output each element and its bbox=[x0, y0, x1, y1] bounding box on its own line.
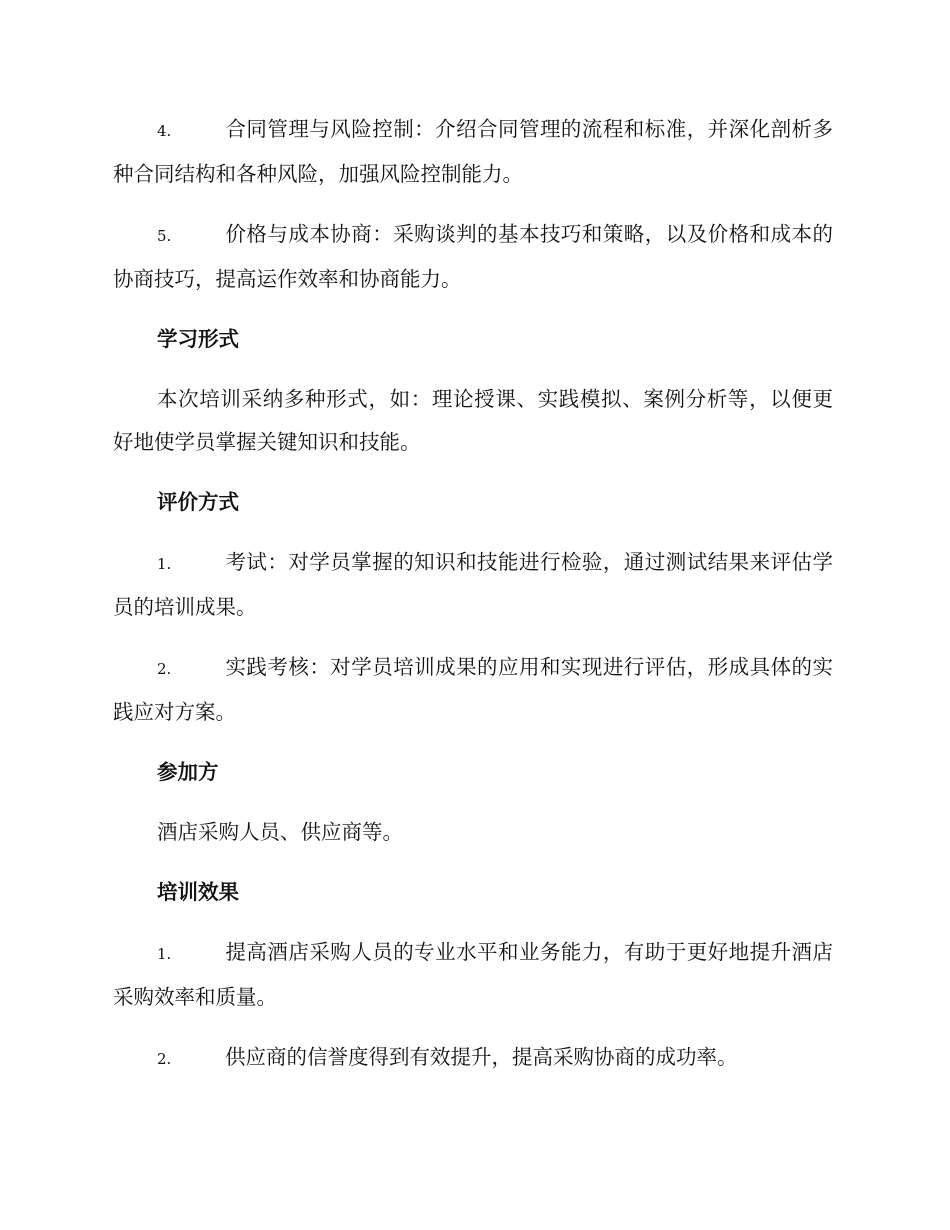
list-number: 2. bbox=[157, 1050, 172, 1068]
list-item-text: 合同管理与风险控制：介绍合同管理的流程和标准，并深化剖析多种合同结构和各种风险，加强风险控制能力。 bbox=[113, 117, 833, 186]
document-body bbox=[113, 108, 833, 1098]
section-heading-training-effect: 培训效果 bbox=[157, 880, 239, 904]
list-number: 4. bbox=[157, 122, 172, 140]
list-item-effect-supplier bbox=[113, 1036, 833, 1081]
list-item-exam bbox=[113, 541, 833, 629]
list-item-text: 提高酒店采购人员的专业水平和业务能力，有助于更好地提升酒店采购效率和质量。 bbox=[113, 940, 833, 1009]
list-item-contract-management bbox=[113, 108, 833, 196]
list-item-text: 价格与成本协商：采购谈判的基本技巧和策略，以及价格和成本的协商技巧，提高运作效率和协商能力。 bbox=[113, 222, 833, 291]
list-number: 1. bbox=[157, 945, 172, 963]
list-item-text: 供应商的信誉度得到有效提升，提高采购协商的成功率。 bbox=[225, 1045, 738, 1069]
list-number: 1. bbox=[157, 555, 172, 573]
section-heading-learning-format: 学习形式 bbox=[157, 327, 239, 351]
list-item-price-negotiation bbox=[113, 213, 833, 301]
list-item-text: 考试：对学员掌握的知识和技能进行检验，通过测试结果来评估学员的培训成果。 bbox=[113, 550, 833, 619]
paragraph-participants: 酒店采购人员、供应商等。 bbox=[157, 820, 403, 844]
paragraph-learning-format: 本次培训采纳多种形式，如：理论授课、实践模拟、案例分析等，以便更好地使学员掌握关键知识和技能。 bbox=[113, 387, 833, 454]
section-heading-participants: 参加方 bbox=[157, 760, 219, 784]
list-item-effect-staff bbox=[113, 931, 833, 1019]
section-heading-evaluation: 评价方式 bbox=[157, 490, 239, 514]
list-number: 5. bbox=[157, 227, 172, 245]
list-item-practice-assessment bbox=[113, 646, 833, 734]
list-item-text: 实践考核：对学员培训成果的应用和实现进行评估，形成具体的实践应对方案。 bbox=[113, 655, 833, 724]
list-number: 2. bbox=[157, 660, 172, 678]
